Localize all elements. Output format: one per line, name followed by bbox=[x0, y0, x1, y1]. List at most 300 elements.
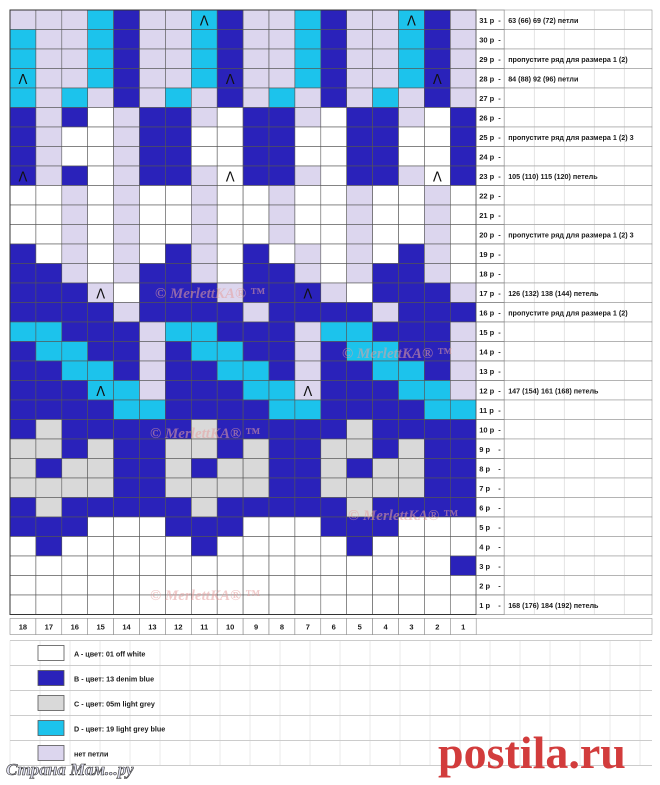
chart-cell bbox=[373, 556, 399, 576]
chart-cell bbox=[114, 322, 140, 342]
row-label: 27 р bbox=[479, 93, 495, 103]
chart-cell bbox=[62, 225, 88, 245]
row-label: 2 р bbox=[479, 581, 491, 591]
row-label: 20 р bbox=[479, 230, 495, 240]
chart-cell bbox=[295, 225, 321, 245]
chart-cell bbox=[450, 439, 476, 459]
chart-cell bbox=[36, 147, 62, 167]
chart-cell bbox=[36, 264, 62, 284]
chart-cell bbox=[450, 381, 476, 401]
chart-cell bbox=[165, 186, 191, 206]
chart-cell bbox=[347, 205, 373, 225]
chart-cell bbox=[450, 361, 476, 381]
chart-cell bbox=[165, 108, 191, 128]
chart-cell bbox=[321, 244, 347, 264]
row-label: 10 р bbox=[479, 425, 495, 435]
chart-cell bbox=[62, 303, 88, 323]
chart-cell bbox=[321, 537, 347, 557]
chart-cell bbox=[10, 459, 36, 479]
chart-cell bbox=[347, 244, 373, 264]
row-label: 28 р bbox=[479, 74, 495, 84]
chart-cell bbox=[165, 498, 191, 518]
chart-cell bbox=[373, 439, 399, 459]
chart-cell bbox=[450, 69, 476, 89]
chart-cell bbox=[140, 88, 166, 108]
chart-cell bbox=[114, 381, 140, 401]
chart-cell bbox=[321, 478, 347, 498]
decrease-symbol: Λ bbox=[199, 14, 209, 30]
chart-cell bbox=[450, 322, 476, 342]
row-label: 23 р bbox=[479, 171, 495, 181]
watermark-text: © MerlettKA® ™ bbox=[155, 286, 265, 302]
chart-cell bbox=[62, 147, 88, 167]
chart-cell bbox=[243, 517, 269, 537]
chart-cell bbox=[36, 361, 62, 381]
chart-cell bbox=[269, 498, 295, 518]
column-number: 7 bbox=[305, 622, 310, 632]
chart-cell bbox=[191, 361, 217, 381]
chart-cell bbox=[243, 49, 269, 69]
chart-cell bbox=[399, 283, 425, 303]
chart-cell bbox=[140, 186, 166, 206]
chart-cell bbox=[321, 322, 347, 342]
chart-cell bbox=[114, 459, 140, 479]
chart-cell bbox=[399, 420, 425, 440]
chart-cell bbox=[321, 576, 347, 596]
row-label-dash: - bbox=[498, 113, 501, 123]
chart-cell bbox=[450, 88, 476, 108]
chart-cell bbox=[114, 478, 140, 498]
chart-cell bbox=[373, 400, 399, 420]
chart-cell bbox=[88, 576, 114, 596]
chart-cell bbox=[165, 478, 191, 498]
chart-cell bbox=[424, 225, 450, 245]
chart-cell bbox=[36, 322, 62, 342]
chart-cell bbox=[347, 88, 373, 108]
chart-cell bbox=[36, 556, 62, 576]
row-note: 147 (154) 161 (168) петель bbox=[508, 386, 599, 396]
row-note-cell bbox=[504, 459, 652, 479]
chart-cell bbox=[165, 225, 191, 245]
legend-label: B - цвет: 13 denim blue bbox=[74, 674, 155, 684]
chart-cell bbox=[243, 127, 269, 147]
row-label: 17 р bbox=[479, 288, 495, 298]
column-number: 4 bbox=[383, 622, 388, 632]
row-note: 105 (110) 115 (120) петель bbox=[508, 171, 598, 181]
chart-cell bbox=[114, 537, 140, 557]
chart-cell bbox=[217, 225, 243, 245]
chart-cell bbox=[269, 10, 295, 30]
chart-cell bbox=[450, 478, 476, 498]
row-label-dash: - bbox=[498, 74, 501, 84]
chart-cell bbox=[88, 147, 114, 167]
chart-cell bbox=[217, 400, 243, 420]
chart-cell bbox=[450, 30, 476, 50]
chart-cell bbox=[191, 30, 217, 50]
chart-cell bbox=[114, 576, 140, 596]
chart-cell bbox=[450, 303, 476, 323]
chart-cell bbox=[191, 108, 217, 128]
chart-cell bbox=[10, 147, 36, 167]
chart-cell bbox=[114, 49, 140, 69]
row-label-dash: - bbox=[498, 600, 501, 610]
row-note: пропустите ряд для размера 1 (2) bbox=[508, 308, 628, 318]
chart-cell bbox=[165, 322, 191, 342]
chart-cell bbox=[10, 342, 36, 362]
chart-cell bbox=[217, 108, 243, 128]
row-label: 18 р bbox=[479, 269, 495, 279]
chart-cell bbox=[36, 478, 62, 498]
chart-cell bbox=[36, 537, 62, 557]
chart-cell bbox=[114, 108, 140, 128]
chart-cell bbox=[295, 322, 321, 342]
chart-cell bbox=[321, 30, 347, 50]
chart-cell bbox=[347, 381, 373, 401]
chart-cell bbox=[399, 381, 425, 401]
brand-logo: postila.ru bbox=[438, 727, 626, 778]
chart-cell bbox=[36, 439, 62, 459]
chart-cell bbox=[295, 342, 321, 362]
chart-cell bbox=[321, 147, 347, 167]
chart-cell bbox=[269, 69, 295, 89]
chart-cell bbox=[450, 420, 476, 440]
chart-cell bbox=[114, 186, 140, 206]
chart-cell bbox=[399, 595, 425, 615]
chart-cell bbox=[321, 205, 347, 225]
row-label: 31 р bbox=[479, 15, 495, 25]
chart-cell bbox=[243, 478, 269, 498]
chart-cell bbox=[36, 225, 62, 245]
row-label-dash: - bbox=[498, 269, 501, 279]
chart-cell bbox=[62, 342, 88, 362]
chart-cell bbox=[399, 264, 425, 284]
chart-cell bbox=[295, 361, 321, 381]
chart-cell bbox=[114, 69, 140, 89]
chart-cell bbox=[88, 88, 114, 108]
chart-cell bbox=[36, 244, 62, 264]
chart-cell bbox=[62, 400, 88, 420]
chart-cell bbox=[114, 342, 140, 362]
chart-cell bbox=[347, 264, 373, 284]
chart-cell bbox=[399, 244, 425, 264]
chart-cell bbox=[295, 30, 321, 50]
chart-cell bbox=[269, 361, 295, 381]
chart-cell bbox=[140, 49, 166, 69]
chart-cell bbox=[191, 381, 217, 401]
chart-cell bbox=[88, 361, 114, 381]
row-label: 8 р bbox=[479, 464, 491, 474]
chart-cell bbox=[62, 576, 88, 596]
chart-cell bbox=[217, 30, 243, 50]
chart-cell bbox=[62, 49, 88, 69]
chart-cell bbox=[295, 517, 321, 537]
chart-cell bbox=[140, 517, 166, 537]
chart-cell bbox=[295, 147, 321, 167]
chart-cell bbox=[62, 264, 88, 284]
chart-cell bbox=[243, 244, 269, 264]
chart-cell bbox=[321, 381, 347, 401]
chart-cell bbox=[88, 127, 114, 147]
column-numbers bbox=[10, 619, 652, 635]
chart-cell bbox=[88, 10, 114, 30]
chart-cell bbox=[347, 595, 373, 615]
chart-cell bbox=[191, 459, 217, 479]
column-number: 11 bbox=[200, 622, 209, 632]
chart-cell bbox=[347, 420, 373, 440]
chart-cell bbox=[191, 342, 217, 362]
row-label-dash: - bbox=[498, 366, 501, 376]
chart-cell bbox=[399, 361, 425, 381]
chart-cell bbox=[140, 537, 166, 557]
chart-cell bbox=[373, 576, 399, 596]
row-note-cell bbox=[504, 478, 652, 498]
chart-cell bbox=[269, 166, 295, 186]
row-label-dash: - bbox=[498, 249, 501, 259]
chart-cell bbox=[88, 556, 114, 576]
row-label: 11 р bbox=[479, 405, 494, 415]
chart-cell bbox=[36, 166, 62, 186]
chart-cell bbox=[217, 147, 243, 167]
row-note-cell bbox=[504, 342, 652, 362]
chart-cell bbox=[347, 127, 373, 147]
chart-cell bbox=[424, 283, 450, 303]
chart-cell bbox=[399, 69, 425, 89]
chart-cell bbox=[269, 244, 295, 264]
chart-cell bbox=[217, 498, 243, 518]
legend-label: D - цвет: 19 light grey blue bbox=[74, 724, 166, 734]
chart-cell bbox=[347, 400, 373, 420]
chart-cell bbox=[88, 30, 114, 50]
chart-cell bbox=[243, 303, 269, 323]
chart-cell bbox=[140, 303, 166, 323]
row-label: 12 р bbox=[479, 386, 495, 396]
chart-cell bbox=[191, 147, 217, 167]
row-label-dash: - bbox=[498, 152, 501, 162]
chart-cell bbox=[424, 381, 450, 401]
chart-cell bbox=[62, 459, 88, 479]
chart-cell bbox=[269, 88, 295, 108]
chart-cell bbox=[321, 166, 347, 186]
watermark-text: © MerlettKA® ™ bbox=[348, 508, 458, 524]
chart-cell bbox=[373, 205, 399, 225]
chart-cell bbox=[10, 439, 36, 459]
row-label: 16 р bbox=[479, 308, 495, 318]
row-label: 5 р bbox=[479, 522, 491, 532]
chart-cell bbox=[450, 10, 476, 30]
legend-swatch-C bbox=[38, 696, 64, 711]
chart-cell bbox=[321, 186, 347, 206]
chart-cell bbox=[36, 459, 62, 479]
chart-cell bbox=[191, 498, 217, 518]
chart-cell bbox=[424, 127, 450, 147]
chart-cell bbox=[347, 439, 373, 459]
chart-cell bbox=[321, 459, 347, 479]
chart-cell bbox=[269, 283, 295, 303]
chart-cell bbox=[10, 244, 36, 264]
chart-cell bbox=[243, 342, 269, 362]
row-label-dash: - bbox=[498, 425, 501, 435]
row-note-cell bbox=[504, 264, 652, 284]
chart-cell bbox=[424, 264, 450, 284]
chart-cell bbox=[88, 186, 114, 206]
chart-cell bbox=[165, 30, 191, 50]
chart-cell bbox=[36, 420, 62, 440]
row-label: 21 р bbox=[479, 210, 495, 220]
row-note-cell bbox=[504, 439, 652, 459]
decrease-symbol: Λ bbox=[18, 73, 28, 88]
chart-cell bbox=[191, 166, 217, 186]
chart-cell bbox=[424, 439, 450, 459]
chart-cell bbox=[321, 400, 347, 420]
chart-cell bbox=[140, 478, 166, 498]
decrease-symbol: Λ bbox=[225, 73, 235, 88]
chart-cell bbox=[424, 595, 450, 615]
chart-cell bbox=[450, 459, 476, 479]
chart-cell bbox=[399, 576, 425, 596]
chart-cell bbox=[424, 303, 450, 323]
row-label-dash: - bbox=[498, 327, 501, 337]
chart-cell bbox=[243, 186, 269, 206]
chart-cell bbox=[373, 264, 399, 284]
chart-cell bbox=[269, 439, 295, 459]
chart-cell bbox=[321, 498, 347, 518]
chart-cell bbox=[36, 10, 62, 30]
chart-cell bbox=[114, 420, 140, 440]
row-note-cell bbox=[504, 498, 652, 518]
chart-cell bbox=[295, 166, 321, 186]
row-note-cell bbox=[504, 537, 652, 557]
chart-cell bbox=[373, 30, 399, 50]
chart-cell bbox=[347, 303, 373, 323]
chart-cell bbox=[347, 459, 373, 479]
chart-cell bbox=[88, 517, 114, 537]
chart-cell bbox=[347, 576, 373, 596]
chart-cell bbox=[140, 498, 166, 518]
chart-cell bbox=[424, 537, 450, 557]
chart-cell bbox=[217, 264, 243, 284]
row-note-cell bbox=[504, 205, 652, 225]
row-note: 126 (132) 138 (144) петель bbox=[508, 288, 599, 298]
chart-cell bbox=[217, 303, 243, 323]
chart-cell bbox=[450, 283, 476, 303]
row-label: 9 р bbox=[479, 444, 491, 454]
chart-cell bbox=[424, 322, 450, 342]
row-label-dash: - bbox=[498, 581, 501, 591]
chart-cell bbox=[165, 147, 191, 167]
chart-cell bbox=[347, 49, 373, 69]
chart-cell bbox=[36, 498, 62, 518]
chart-cell bbox=[399, 147, 425, 167]
chart-cell bbox=[424, 478, 450, 498]
chart-cell bbox=[114, 361, 140, 381]
chart-cell bbox=[165, 88, 191, 108]
row-note: пропустите ряд для размера 1 (2) 3 bbox=[508, 132, 634, 142]
row-label-dash: - bbox=[498, 464, 501, 474]
chart-cell bbox=[217, 322, 243, 342]
row-label: 29 р bbox=[479, 54, 495, 64]
chart-cell bbox=[191, 205, 217, 225]
chart-cell bbox=[424, 576, 450, 596]
row-label-dash: - bbox=[498, 191, 501, 201]
chart-cell bbox=[62, 88, 88, 108]
chart-cell bbox=[269, 478, 295, 498]
chart-cell bbox=[191, 225, 217, 245]
chart-cell bbox=[243, 361, 269, 381]
row-label: 25 р bbox=[479, 132, 495, 142]
chart-cell bbox=[140, 264, 166, 284]
column-number: 17 bbox=[44, 622, 54, 632]
row-label-dash: - bbox=[498, 561, 501, 571]
chart-cell bbox=[217, 478, 243, 498]
chart-cell bbox=[114, 127, 140, 147]
chart-cell bbox=[321, 303, 347, 323]
chart-cell bbox=[450, 537, 476, 557]
chart-cell bbox=[373, 186, 399, 206]
chart-cell bbox=[424, 420, 450, 440]
chart-cell bbox=[295, 400, 321, 420]
chart-cell bbox=[165, 517, 191, 537]
column-number: 10 bbox=[225, 622, 235, 632]
chart-cell bbox=[424, 556, 450, 576]
row-label-dash: - bbox=[498, 405, 501, 415]
chart-cell bbox=[165, 400, 191, 420]
row-label: 7 р bbox=[479, 483, 491, 493]
chart-cell bbox=[373, 478, 399, 498]
chart-cell bbox=[191, 400, 217, 420]
chart-cell bbox=[321, 439, 347, 459]
site-logo: Страна Мам...ру bbox=[6, 760, 134, 779]
chart-cell bbox=[269, 108, 295, 128]
chart-cell bbox=[269, 537, 295, 557]
chart-cell bbox=[269, 400, 295, 420]
chart-cell bbox=[114, 498, 140, 518]
chart-cell bbox=[62, 381, 88, 401]
watermark-text: © MerlettKA® ™ bbox=[342, 346, 452, 362]
chart-cell bbox=[450, 225, 476, 245]
chart-cell bbox=[114, 147, 140, 167]
chart-cell bbox=[10, 303, 36, 323]
row-label: 6 р bbox=[479, 503, 491, 513]
chart-cell bbox=[165, 127, 191, 147]
chart-cell bbox=[450, 205, 476, 225]
chart-cell bbox=[450, 108, 476, 128]
chart-cell bbox=[347, 30, 373, 50]
chart-cell bbox=[217, 517, 243, 537]
chart-cell bbox=[10, 30, 36, 50]
chart-cell bbox=[217, 556, 243, 576]
chart-cell bbox=[140, 127, 166, 147]
row-note: 84 (88) 92 (96) петли bbox=[508, 74, 579, 84]
chart-cell bbox=[399, 127, 425, 147]
chart-cell bbox=[36, 88, 62, 108]
chart-cell bbox=[62, 127, 88, 147]
chart-cell bbox=[269, 342, 295, 362]
chart-cell bbox=[269, 303, 295, 323]
chart-cell bbox=[399, 186, 425, 206]
chart-cell bbox=[10, 478, 36, 498]
chart-cell bbox=[424, 10, 450, 30]
watermark-text: © MerlettKA® ™ bbox=[150, 426, 260, 442]
chart-cell bbox=[36, 283, 62, 303]
row-note-cell bbox=[504, 400, 652, 420]
chart-cell bbox=[114, 88, 140, 108]
chart-cell bbox=[165, 303, 191, 323]
chart-cell bbox=[191, 186, 217, 206]
chart-cell bbox=[36, 30, 62, 50]
chart-cell bbox=[243, 264, 269, 284]
chart-cell bbox=[399, 49, 425, 69]
chart-cell bbox=[321, 127, 347, 147]
